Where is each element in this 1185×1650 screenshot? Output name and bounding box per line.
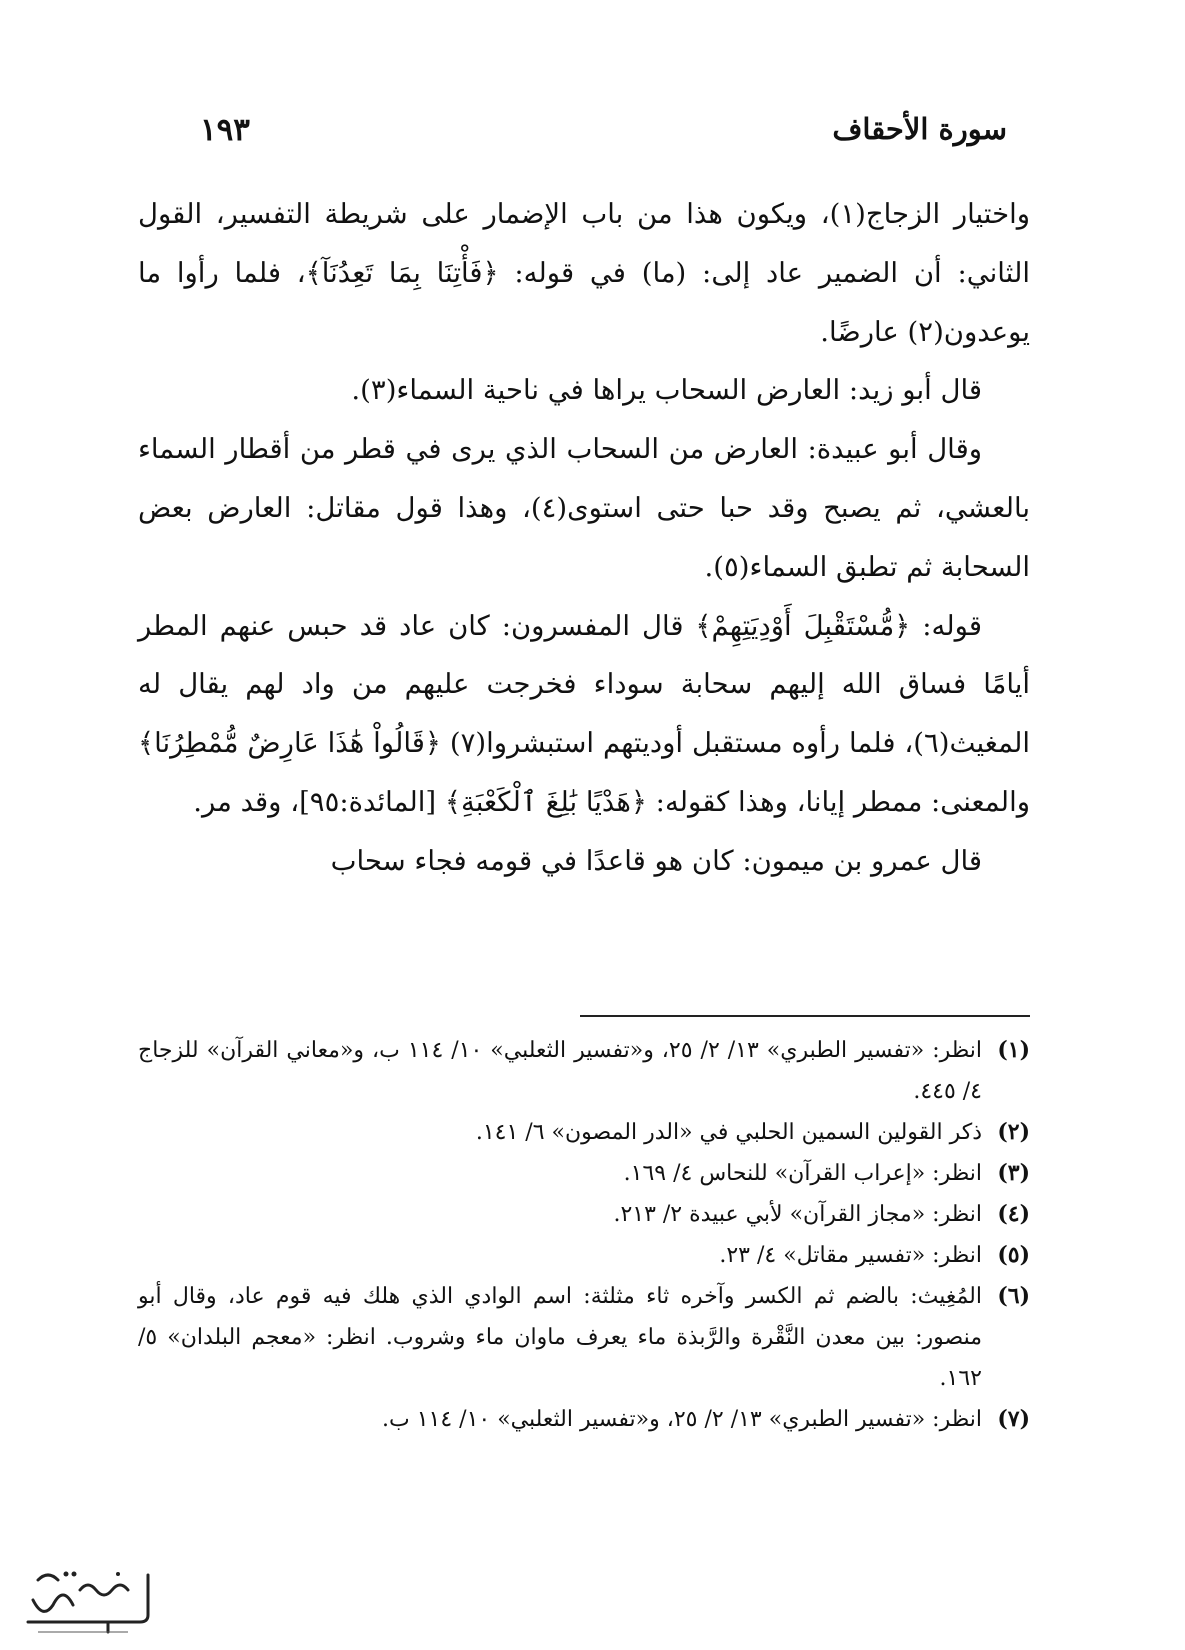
- footnote-number: (٦): [997, 1283, 1030, 1309]
- body-paragraph: قال عمرو بن ميمون: كان هو قاعدًا في قومه فجاء سحاب: [330, 844, 982, 877]
- footnote: [138, 1030, 1030, 1112]
- footnote-divider: [580, 1015, 1030, 1017]
- footnote-number: (٥): [997, 1242, 1030, 1268]
- footnote-text: انظر: «مجاز القرآن» لأبي عبيدة ٢/ ٢١٣.: [613, 1202, 982, 1227]
- footnote-text: انظر: «تفسير مقاتل» ٤/ ٢٣.: [719, 1243, 982, 1268]
- footnote: [138, 1235, 1030, 1276]
- body-paragraph: وقال أبو عبيدة: العارض من السحاب الذي يرى في قطر من أقطار السماء بالعشي، ثم يصبح وقد حبا حتى استوى(٤)، وهذا قول مقاتل: العارض بعض السحابة ثم تطبق السماء(٥).: [138, 433, 1030, 583]
- footnote-number: (٤): [997, 1201, 1030, 1227]
- footnote-number: (٣): [997, 1160, 1030, 1186]
- footnote: [138, 1399, 1030, 1440]
- page-header: [200, 112, 1007, 160]
- page-number: ١٩٣: [200, 112, 250, 148]
- footnote: [138, 1112, 1030, 1153]
- footnote: [138, 1276, 1030, 1399]
- footnote: [138, 1194, 1030, 1235]
- footnote-text: انظر: «تفسير الطبري» ١٣/ ٢/ ٢٥، و«تفسير الثعلبي» ١٠/ ١١٤ ب.: [382, 1407, 982, 1432]
- footnotes: [138, 1030, 1030, 1440]
- footnote-text: ذكر القولين السمين الحلبي في «الدر المصون» ٦/ ١٤١.: [475, 1120, 982, 1145]
- footnote-text: انظر: «تفسير الطبري» ١٣/ ٢/ ٢٥، و«تفسير الثعلبي» ١٠/ ١١٤ ب، و«معاني القرآن» للزجاج ٤/ ٤٤٥.: [138, 1038, 983, 1104]
- body-paragraph: واختيار الزجاج(١)، ويكون هذا من باب الإضمار على شريطة التفسير، القول الثاني: أن الضمير عاد إلى: (ما) في قوله: ﴿فَأْتِنَا بِمَا تَعِدُنَآ﴾، فلما رأوا ما يوعدون(٢) عارضًا.: [138, 198, 1030, 348]
- body-paragraph: قال أبو زيد: العارض السحاب يراها في ناحية السماء(٣).: [351, 374, 982, 407]
- footnote: [138, 1153, 1030, 1194]
- footnote-number: (٢): [997, 1119, 1030, 1145]
- footnote-number: (١): [997, 1037, 1031, 1063]
- footnote-text: المُغِيث: بالضم ثم الكسر وآخره ثاء مثلثة: اسم الوادي الذي هلك فيه قوم عاد، وقال أبو منصور: بين معدن النَّقْرة والرَّبذة ماء يعرف ماوان ماء وشروب. انظر: «معجم البلدان» ٥/ ١٦٢.: [138, 1284, 982, 1391]
- footnote-number: (٧): [997, 1406, 1030, 1432]
- footnote-text: انظر: «إعراب القرآن» للنحاس ٤/ ١٦٩.: [623, 1161, 982, 1186]
- publisher-logo: [8, 1560, 158, 1640]
- body-text: [138, 185, 1030, 891]
- body-paragraph: قوله: ﴿مُّسْتَقْبِلَ أَوْدِيَتِهِمْ﴾ قال المفسرون: كان عاد قد حبس عنهم المطر أيامًا فساق الله إليهم سحابة سوداء فخرجت عليهم من واد لهم يقال له المغيث(٦)، فلما رأوه مستقبل أوديتهم استبشروا(٧) ﴿قَالُواْ هَٰذَا عَارِضٌ مُّمْطِرُنَا﴾ والمعنى: ممطر إيانا، وهذا كقوله: ﴿هَدْيًا بَٰلِغَ ٱلْكَعْبَةِ﴾ [المائدة:٩٥]، وقد مر.: [138, 609, 1030, 818]
- surah-title: سورة الأحقاف: [832, 112, 1007, 146]
